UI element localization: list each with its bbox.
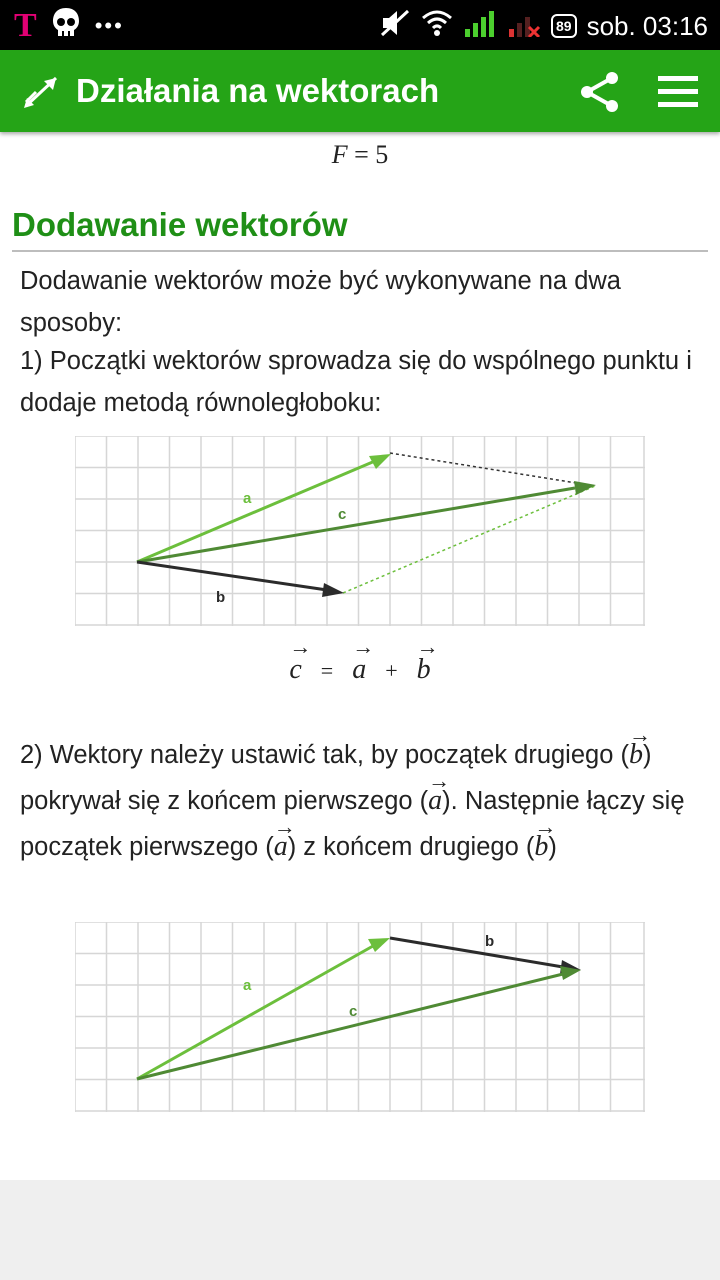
inline-vector-b-2: → b (534, 824, 548, 869)
vector-a-label: a (243, 490, 252, 507)
section-divider (12, 250, 708, 252)
vector-b-line-2 (390, 938, 563, 967)
method2-text (20, 732, 710, 870)
eq-vector-b: → b (417, 654, 431, 686)
parallelogram-diagram (75, 436, 645, 626)
formula-value: = 5 (354, 140, 389, 169)
eq-vector-a: → a (352, 654, 366, 686)
mute-icon (379, 8, 411, 43)
method2-line1-end: ) (642, 741, 652, 769)
vectors-app-icon[interactable] (22, 72, 62, 117)
section-title: Dodawanie wektorów (12, 206, 348, 243)
signal-strength-icon (463, 9, 497, 42)
inline-vector-a: → a (428, 778, 442, 823)
vector-b-label: b (216, 589, 226, 606)
battery-icon: 89 (551, 14, 577, 38)
share-icon[interactable] (578, 70, 622, 119)
vector-a-line-2 (137, 946, 373, 1079)
intro-text: Dodawanie wektorów może być wykonywane na dwa sposoby: (20, 267, 621, 337)
bottom-ad-area[interactable] (0, 1180, 720, 1280)
eq-plus: + (385, 658, 398, 683)
parallelogram-dashed-side-right (343, 486, 595, 593)
vector-b-label-2: b (485, 933, 495, 950)
vector-b-arrowhead (322, 583, 344, 597)
carrier-logo: T (14, 6, 37, 44)
app-bar (0, 50, 720, 132)
vector-a-label-2: a (243, 977, 252, 994)
method2-line2-end: ). Następnie łączy się (442, 787, 685, 815)
method2-line3-mid: ) z końcem drugiego ( (287, 833, 535, 861)
signal-no-service-icon (507, 9, 541, 42)
vector-c-label-2: c (349, 1003, 358, 1020)
hamburger-menu-icon[interactable] (658, 76, 698, 113)
eq-equals: = (320, 658, 334, 683)
vector-c-arrowhead (574, 481, 596, 495)
inline-vector-a-2: → a (274, 824, 288, 869)
eq-vector-c: → c (289, 654, 301, 686)
inline-vector-b: → b (629, 732, 643, 777)
method2-line3-end: ) (548, 833, 557, 861)
status-bar (0, 0, 720, 50)
app-title: Działania na wektorach (76, 72, 440, 109)
vector-c-arrowhead-2 (560, 966, 581, 980)
clock: sob. 03:16 (586, 10, 708, 41)
method2-line3: początek pierwszego ( (20, 833, 274, 861)
more-notifications-indicator: ••• (94, 12, 124, 38)
formula-symbol: F (331, 140, 348, 169)
wifi-icon (421, 9, 453, 42)
article-content[interactable] (0, 132, 720, 1180)
method2-line2: pokrywał się z końcem pierwszego ( (20, 787, 429, 815)
vector-sum-equation (0, 654, 720, 686)
vector-c-label: c (338, 506, 347, 523)
method2-line1: 2) Wektory należy ustawić tak, by początek drugiego ( (20, 741, 629, 769)
skull-icon (51, 6, 81, 45)
force-formula (0, 140, 720, 170)
vector-a-arrowhead-2 (368, 938, 390, 952)
triangle-diagram (75, 922, 645, 1112)
method1-text: 1) Początki wektorów sprowadza się do wspólnego punktu i dodaje metodą równoległoboku: (20, 347, 692, 417)
